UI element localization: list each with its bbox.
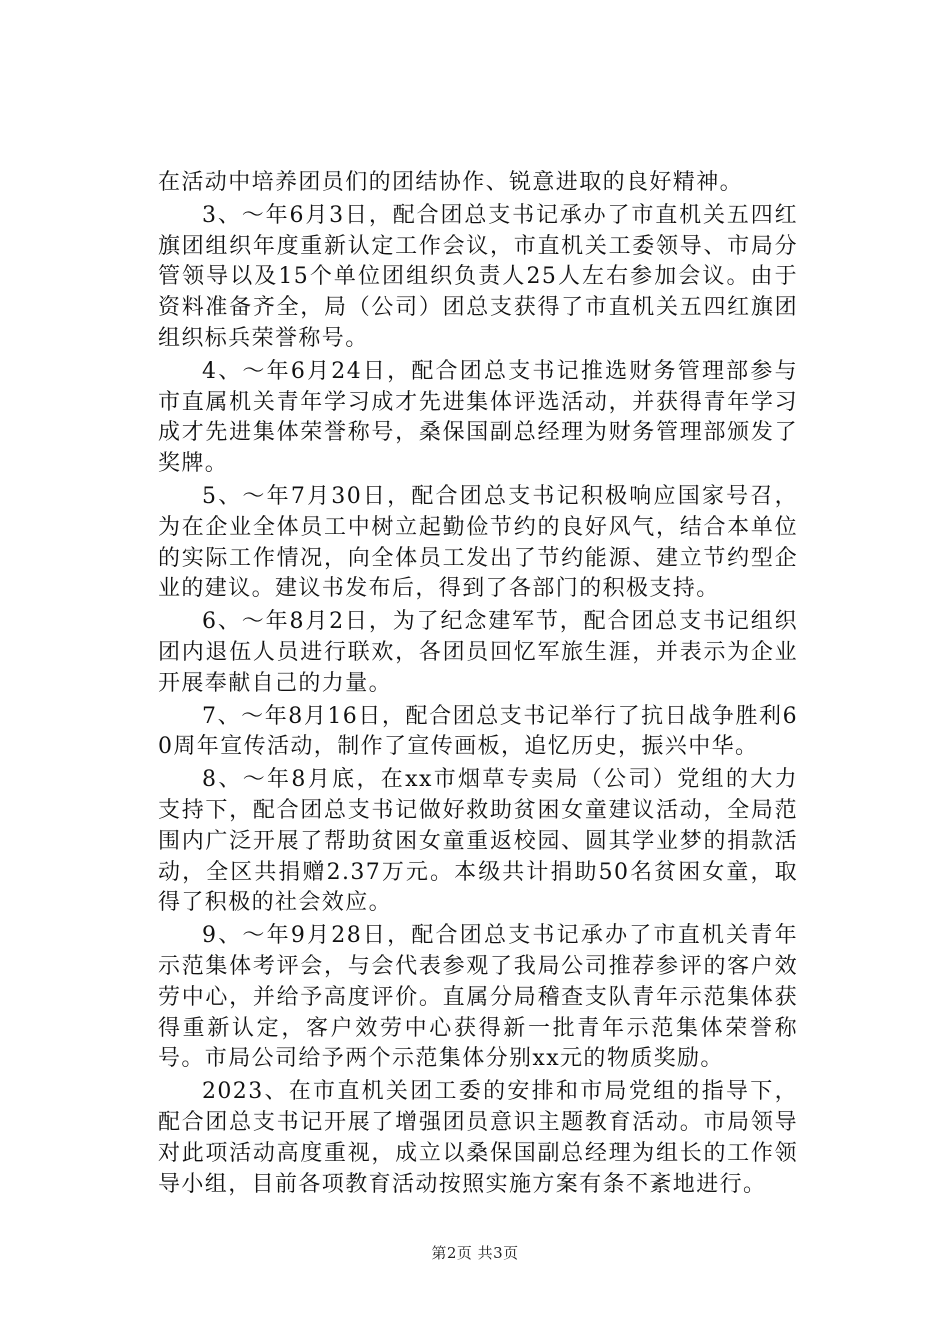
paragraph-item-3: 3、～年6月3日，配合团总支书记承办了市直机关五四红旗团组织年度重新认定工作会议，市直机关工委领导、市局分管领导以及15个单位团组织负责人25人左右参加会议。由于资料准备齐全，局（公司）团总支获得了市直机关五四红旗团组织标兵荣誉称号。: [158, 202, 798, 351]
paragraph-item-4: 4、～年6月24日，配合团总支书记推选财务管理部参与市直属机关青年学习成才先进集体评选活动，并获得青年学习成才先进集体荣誉称号，桑保国副总经理为财务管理部颁发了奖牌。: [158, 358, 798, 477]
paragraph-item-8: 8、～年8月底，在xx市烟草专卖局（公司）党组的大力支持下，配合团总支书记做好救助贫困女童建议活动，全局范围内广泛开展了帮助贫困女童重返校园、圆其学业梦的捐款活动，全区共捐赠2.37万元。本级共计捐助50名贫困女童，取得了积极的社会效应。: [158, 767, 798, 916]
paragraph-item-6: 6、～年8月2日，为了纪念建军节，配合团总支书记组织团内退伍人员进行联欢，各团员回忆军旅生涯，并表示为企业开展奉献自己的力量。: [158, 609, 798, 696]
page-footer: [0, 1242, 950, 1263]
body-text: [158, 168, 798, 1202]
paragraph-item-9: 9、～年9月28日，配合团总支书记承办了市直机关青年示范集体考评会，与会代表参观了我局公司推荐参评的客户效劳中心，并给予高度评价。直属分局稽查支队青年示范集体获得重新认定，客户效劳中心获得新一批青年示范集体荣誉称号。市局公司给予两个示范集体分别xx元的物质奖励。: [158, 923, 798, 1072]
paragraph-item-2023: 2023、在市直机关团工委的安排和市局党组的指导下，配合团总支书记开展了增强团员意识主题教育活动。市局领导对此项活动高度重视，成立以桑保国副总经理为组长的工作领导小组，目前各项教育活动按照实施方案有条不紊地进行。: [158, 1079, 798, 1197]
paragraph-item-7: 7、～年8月16日，配合团总支书记举行了抗日战争胜利60周年宣传活动，制作了宣传画板，追忆历史，振兴中华。: [158, 703, 798, 760]
paragraph-item-5: 5、～年7月30日，配合团总支书记积极响应国家号召，为在企业全体员工中树立起勤俭节约的良好风气，结合本单位的实际工作情况，向全体员工发出了节约能源、建立节约型企业的建议。建议书发布后，得到了各部门的积极支持。: [158, 483, 798, 602]
page-number-label: 第2页 共3页: [431, 1244, 519, 1262]
paragraph-continuation: 在活动中培养团员们的团结协作、锐意进取的良好精神。: [158, 170, 744, 195]
